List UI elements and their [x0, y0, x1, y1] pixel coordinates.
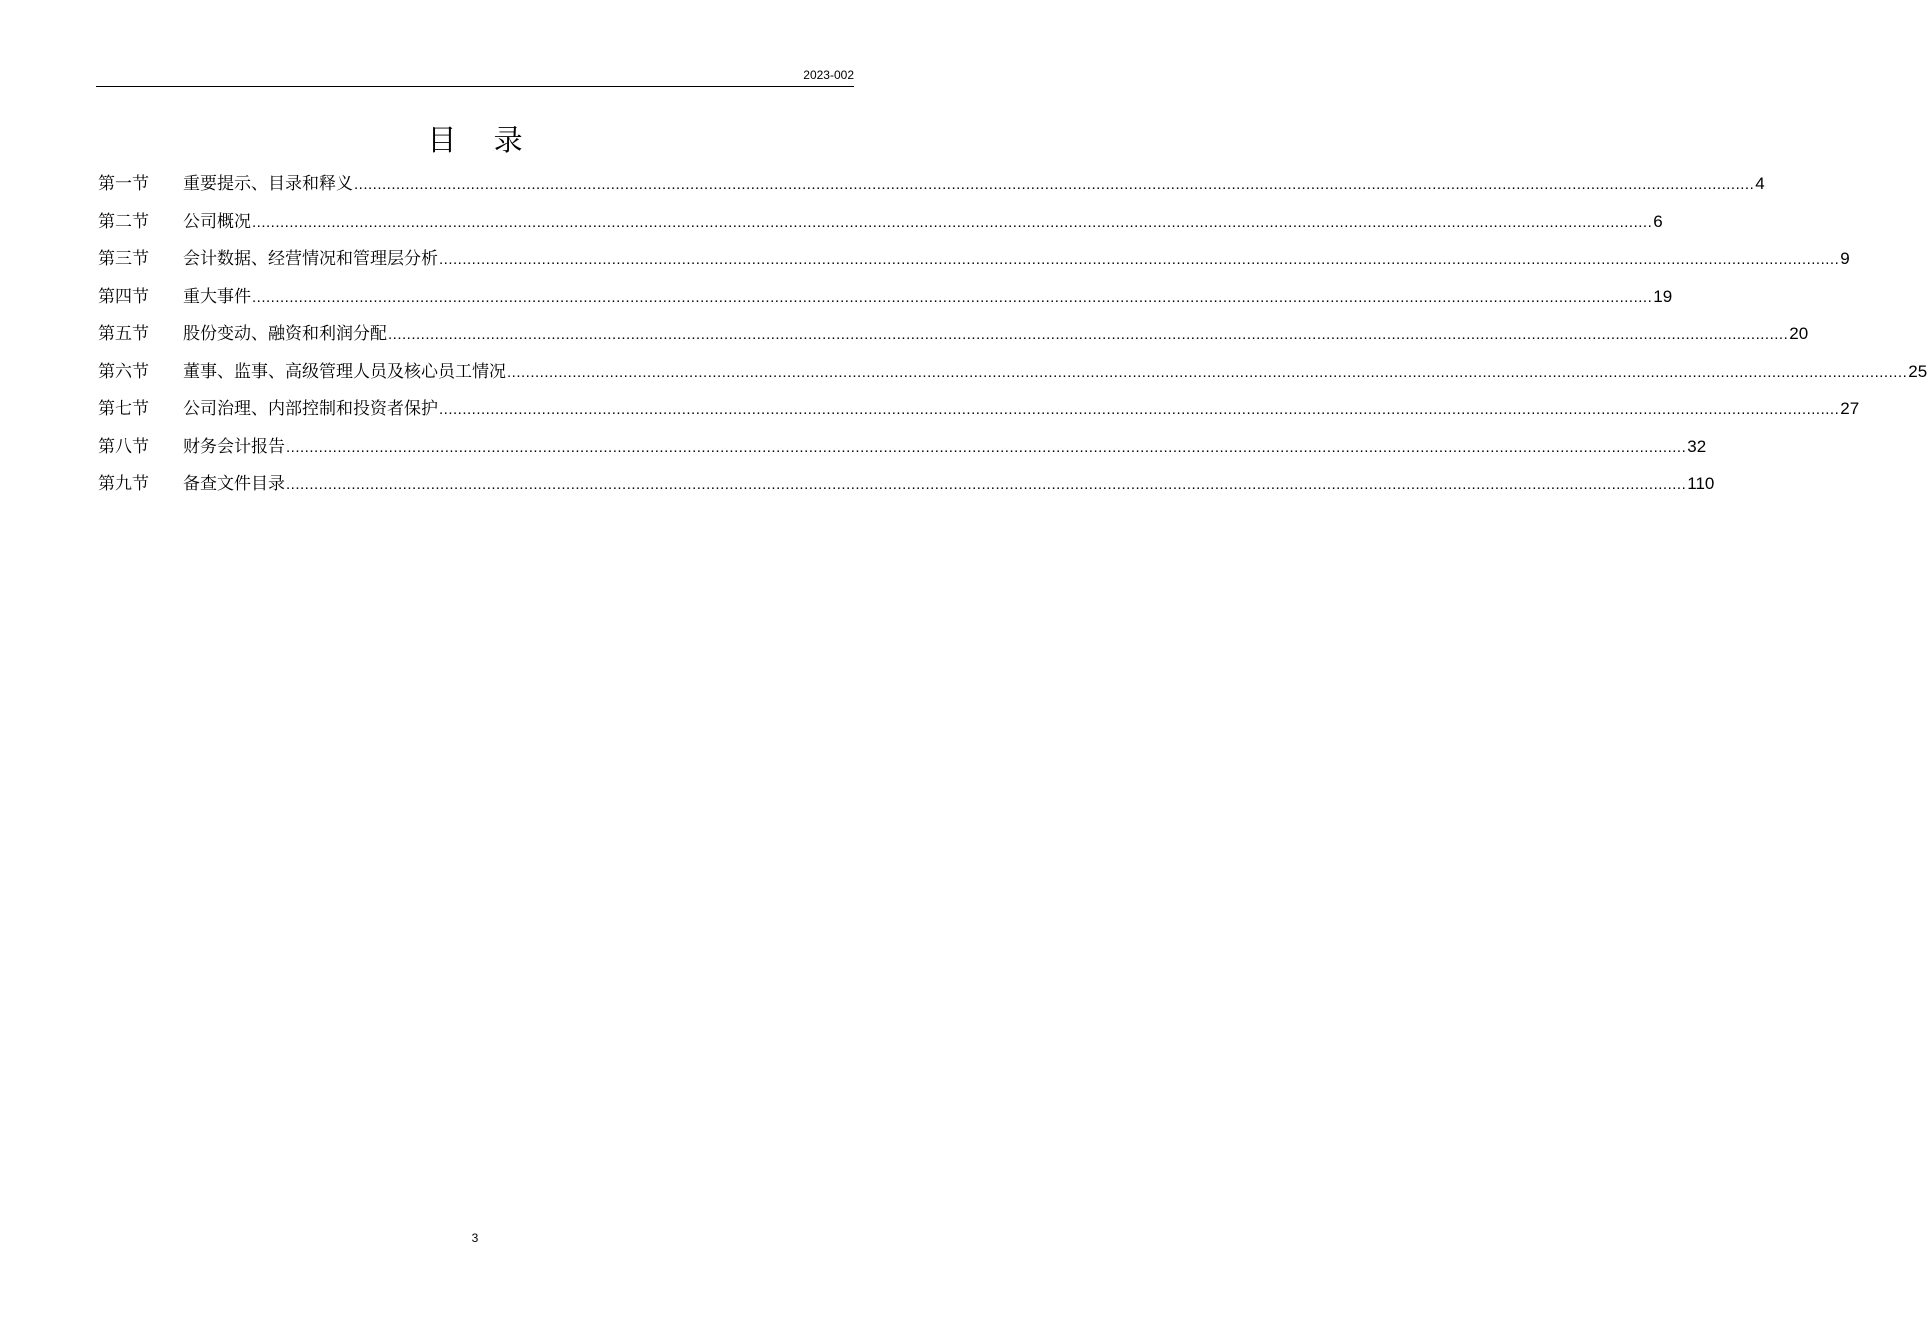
toc-entry[interactable]	[98, 170, 1765, 208]
toc-section-title: 重大事件	[183, 286, 251, 307]
toc-page-number: 27	[1840, 399, 1860, 418]
header-divider	[96, 86, 854, 87]
toc-section-number: 第二节	[98, 211, 149, 232]
toc-leader-dots: ............................................................................................................................................................................................................................................................................................................	[252, 288, 1653, 306]
toc-leader-dots: ............................................................................................................................................................................................................................................................................................................	[252, 213, 1653, 231]
toc-page-number: 32	[1687, 436, 1707, 456]
toc-section-title: 财务会计报告	[183, 436, 285, 457]
toc-section-number: 第八节	[98, 436, 149, 457]
toc-leader-dots: ............................................................................................................................................................................................................................................................................................................	[354, 176, 1755, 193]
toc-page-number: 4	[1755, 174, 1765, 193]
toc-section-number: 第四节	[98, 286, 149, 307]
page-number: 3	[471, 1231, 479, 1245]
toc-leader-dots: ............................................................................................................................................................................................................................................................................................................	[286, 476, 1687, 493]
toc-section-title: 备查文件目录	[183, 474, 285, 494]
toc-section-number: 第七节	[98, 399, 149, 419]
toc-leader-dots: ............................................................................................................................................................................................................................................................................................................	[286, 438, 1687, 456]
toc-entry[interactable]	[98, 245, 1850, 283]
toc-leader-dots: ............................................................................................................................................................................................................................................................................................................	[388, 326, 1789, 343]
document-code: 2023-002	[803, 68, 854, 82]
toc-section-title: 公司概况	[183, 211, 251, 232]
toc-leader-dots: ............................................................................................................................................................................................................................................................................................................	[507, 363, 1908, 381]
toc-entry[interactable]	[98, 395, 1860, 433]
table-of-contents	[98, 170, 1927, 508]
toc-entry[interactable]	[98, 470, 1715, 508]
toc-page-number: 19	[1653, 286, 1673, 306]
toc-section-title: 重要提示、目录和释义	[183, 174, 353, 194]
toc-leader-dots: ............................................................................................................................................................................................................................................................................................................	[439, 251, 1840, 268]
toc-page-number: 25	[1908, 361, 1927, 381]
toc-page-number: 9	[1840, 249, 1850, 268]
toc-section-title: 公司治理、内部控制和投资者保护	[183, 399, 438, 419]
toc-section-title: 董事、监事、高级管理人员及核心员工情况	[183, 361, 506, 382]
toc-entry[interactable]	[98, 208, 1663, 246]
toc-section-number: 第一节	[98, 174, 149, 194]
toc-section-title: 会计数据、经营情况和管理层分析	[183, 249, 438, 269]
toc-entry[interactable]	[98, 283, 1673, 321]
toc-section-number: 第五节	[98, 324, 149, 344]
toc-entry[interactable]	[98, 358, 1927, 396]
toc-entry[interactable]	[98, 433, 1707, 471]
toc-leader-dots: ............................................................................................................................................................................................................................................................................................................	[439, 401, 1840, 418]
toc-section-title: 股份变动、融资和利润分配	[183, 324, 387, 344]
toc-title: 目 录	[427, 123, 537, 157]
toc-section-number: 第三节	[98, 249, 149, 269]
toc-entry[interactable]	[98, 320, 1809, 358]
toc-page-number: 6	[1653, 211, 1663, 231]
toc-page-number: 110	[1687, 474, 1715, 493]
toc-section-number: 第六节	[98, 361, 149, 382]
toc-section-number: 第九节	[98, 474, 149, 494]
toc-page-number: 20	[1789, 324, 1809, 343]
